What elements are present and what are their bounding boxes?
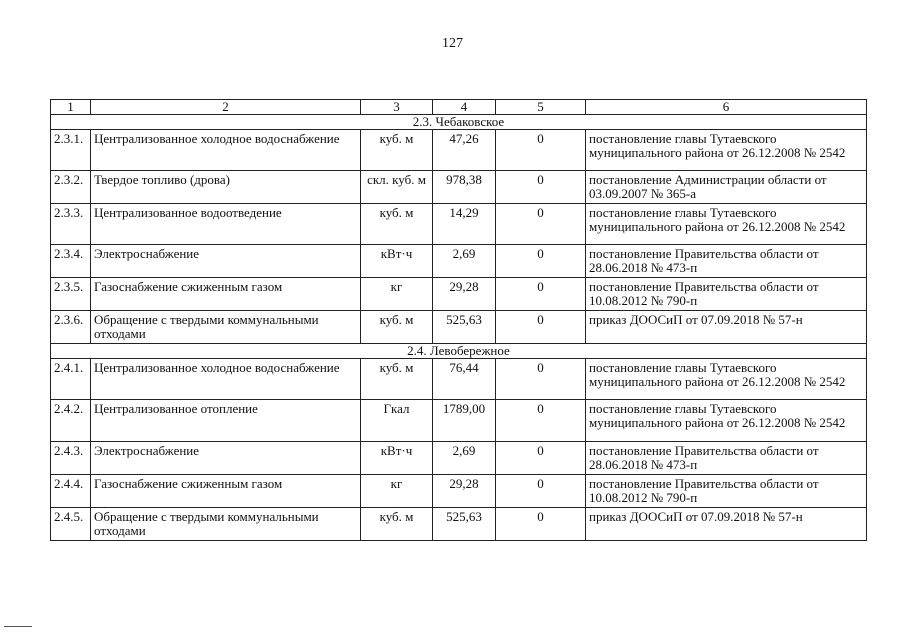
unit-cell: кг [361,278,433,311]
service-name-cell: Электроснабжение [91,442,361,475]
row-number-cell: 2.4.2. [51,400,91,442]
service-name-cell: Централизованное холодное водоснабжение [91,359,361,400]
legal-basis-cell: постановление Администрации области от 03.09.2007 № 365-а [586,171,867,204]
table-row [51,400,867,442]
table-row [51,245,867,278]
service-name-cell: Централизованное водоотведение [91,204,361,245]
unit-cell: кВт·ч [361,245,433,278]
row-number-cell: 2.3.1. [51,130,91,171]
column5-value-cell: 0 [496,204,586,245]
tariff-value-cell: 2,69 [433,442,496,475]
legal-basis-cell: постановление Правительства области от 10.08.2012 № 790-п [586,278,867,311]
tariff-value-cell: 14,29 [433,204,496,245]
row-number-cell: 2.3.3. [51,204,91,245]
legal-basis-cell: постановление Правительства области от 10.08.2012 № 790-п [586,475,867,508]
table-row [51,204,867,245]
unit-cell: скл. куб. м [361,171,433,204]
row-number-cell: 2.4.3. [51,442,91,475]
legal-basis-cell: постановление Правительства области от 28.06.2018 № 473-п [586,442,867,475]
column5-value-cell: 0 [496,130,586,171]
section-title: 2.3. Чебаковское [51,115,867,130]
tariff-table [50,99,867,541]
column5-value-cell: 0 [496,245,586,278]
column5-value-cell: 0 [496,475,586,508]
service-name-cell: Централизованное холодное водоснабжение [91,130,361,171]
row-number-cell: 2.4.5. [51,508,91,541]
legal-basis-cell: постановление главы Тутаевского муниципального района от 26.12.2008 № 2542 [586,204,867,245]
legal-basis-cell: приказ ДООСиП от 07.09.2018 № 57-н [586,311,867,344]
row-number-cell: 2.3.6. [51,311,91,344]
legal-basis-cell: приказ ДООСиП от 07.09.2018 № 57-н [586,508,867,541]
table-row [51,130,867,171]
table-row [51,508,867,541]
unit-cell: кг [361,475,433,508]
table-row [51,171,867,204]
header-cell-3: 3 [361,100,433,115]
table-body [51,100,867,541]
header-row [51,100,867,115]
tariff-value-cell: 978,38 [433,171,496,204]
table-row [51,442,867,475]
service-name-cell: Твердое топливо (дрова) [91,171,361,204]
row-number-cell: 2.4.4. [51,475,91,508]
service-name-cell: Электроснабжение [91,245,361,278]
column5-value-cell: 0 [496,400,586,442]
legal-basis-cell: постановление Правительства области от 28.06.2018 № 473-п [586,245,867,278]
header-cell-4: 4 [433,100,496,115]
service-name-cell: Обращение с твердыми коммунальными отходами [91,508,361,541]
column5-value-cell: 0 [496,442,586,475]
column5-value-cell: 0 [496,278,586,311]
row-number-cell: 2.3.2. [51,171,91,204]
unit-cell: куб. м [361,130,433,171]
header-cell-1: 1 [51,100,91,115]
service-name-cell: Централизованное отопление [91,400,361,442]
column5-value-cell: 0 [496,359,586,400]
unit-cell: куб. м [361,204,433,245]
scan-edge-mark [4,626,32,627]
row-number-cell: 2.3.5. [51,278,91,311]
table-row [51,278,867,311]
unit-cell: куб. м [361,359,433,400]
page-number: 127 [442,36,463,51]
section-row [51,344,867,359]
legal-basis-cell: постановление главы Тутаевского муниципального района от 26.12.2008 № 2542 [586,359,867,400]
section-row [51,115,867,130]
table-row [51,475,867,508]
tariff-value-cell: 76,44 [433,359,496,400]
table-row [51,311,867,344]
column5-value-cell: 0 [496,311,586,344]
header-cell-2: 2 [91,100,361,115]
section-title: 2.4. Левобережное [51,344,867,359]
header-cell-6: 6 [586,100,867,115]
row-number-cell: 2.4.1. [51,359,91,400]
unit-cell: куб. м [361,311,433,344]
unit-cell: Гкал [361,400,433,442]
row-number-cell: 2.3.4. [51,245,91,278]
legal-basis-cell: постановление главы Тутаевского муниципального района от 26.12.2008 № 2542 [586,400,867,442]
table-row [51,359,867,400]
tariff-value-cell: 29,28 [433,475,496,508]
service-name-cell: Обращение с твердыми коммунальными отходами [91,311,361,344]
tariff-value-cell: 29,28 [433,278,496,311]
header-cell-5: 5 [496,100,586,115]
tariff-value-cell: 47,26 [433,130,496,171]
unit-cell: куб. м [361,508,433,541]
unit-cell: кВт·ч [361,442,433,475]
tariff-value-cell: 1789,00 [433,400,496,442]
tariff-value-cell: 2,69 [433,245,496,278]
service-name-cell: Газоснабжение сжиженным газом [91,278,361,311]
column5-value-cell: 0 [496,171,586,204]
column5-value-cell: 0 [496,508,586,541]
legal-basis-cell: постановление главы Тутаевского муниципального района от 26.12.2008 № 2542 [586,130,867,171]
tariff-value-cell: 525,63 [433,311,496,344]
service-name-cell: Газоснабжение сжиженным газом [91,475,361,508]
tariff-value-cell: 525,63 [433,508,496,541]
